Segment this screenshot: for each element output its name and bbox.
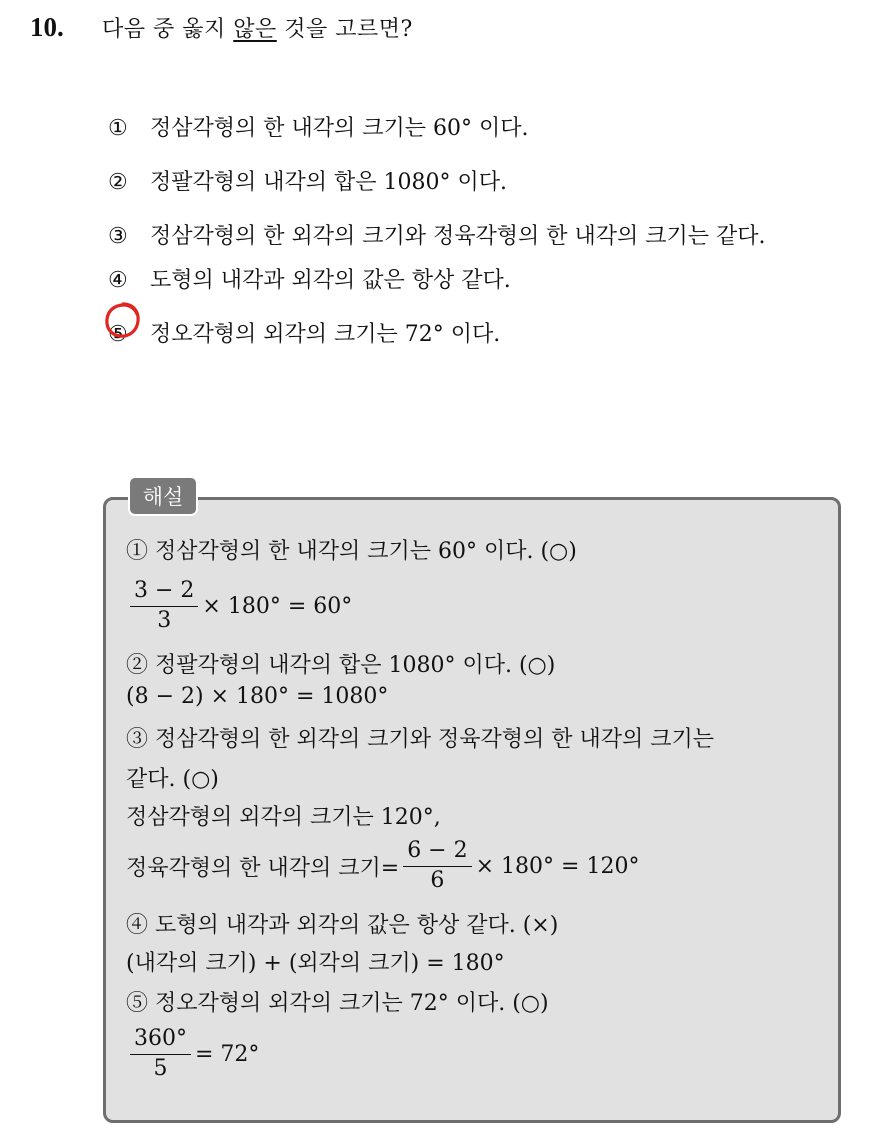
answer-circle-mark-icon [102, 300, 142, 340]
calc-rest: = 72° [195, 1042, 260, 1067]
option-number: ⑤ [108, 322, 128, 347]
option-5[interactable] [108, 316, 828, 354]
solution-line-3c: 정삼각형의 외각의 크기는 120°, [126, 805, 441, 830]
solution-calc-5 [126, 1026, 259, 1083]
option-number: ① [108, 116, 128, 141]
question-number: 10. [30, 12, 64, 42]
solution-calc-2: (8 − 2) × 180° = 1080° [126, 684, 389, 709]
option-3[interactable] [108, 218, 828, 256]
fraction: $\frac{6 - 2}{6}$ [403, 838, 471, 895]
option-number: ③ [108, 224, 128, 249]
option-2[interactable] [108, 164, 828, 202]
option-text: 정오각형의 외각의 크기는 72° 이다. [150, 322, 501, 347]
calc-rest: × 180° = 120° [475, 854, 640, 879]
stem-part-2: 것을 고르면? [276, 17, 413, 42]
option-number: ④ [108, 268, 128, 293]
option-text: 정팔각형의 내각의 합은 1080° 이다. [150, 170, 507, 195]
option-4[interactable] [108, 262, 828, 300]
solution-line-1: ① 정삼각형의 한 내각의 크기는 60° 이다. (○) [126, 539, 577, 564]
fraction: $\frac{3 - 2}{3}$ [130, 578, 198, 635]
calc-prefix: 정육각형의 한 내각의 크기= [126, 856, 400, 881]
calc-rest: × 180° = 60° [202, 594, 353, 619]
solution-line-4: ④ 도형의 내각과 외각의 값은 항상 같다. (×) [126, 913, 559, 938]
stem-part-1: 다음 중 옳지 [102, 17, 234, 42]
option-text: 정삼각형의 한 내각의 크기는 60° 이다. [150, 116, 529, 141]
stem-underlined: 않은 [233, 17, 277, 42]
solution-calc-3 [126, 838, 639, 895]
question-stem [102, 12, 413, 43]
solution-calc-1 [126, 578, 352, 635]
option-1[interactable] [108, 110, 828, 148]
answer-options [108, 110, 828, 370]
option-text: 정삼각형의 한 외각의 크기와 정육각형의 한 내각의 크기는 같다. [150, 224, 766, 249]
fraction: $\frac{360^\circ}{5}$ [130, 1026, 191, 1083]
question-header [30, 12, 413, 43]
solution-tag: 해설 [128, 476, 198, 516]
solution-line-3a: ③ 정삼각형의 한 외각의 크기와 정육각형의 한 내각의 크기는 [126, 727, 714, 752]
solution-line-2: ② 정팔각형의 내각의 합은 1080° 이다. (○) [126, 653, 556, 678]
solution-line-3b: 같다. (○) [126, 767, 219, 792]
solution-calc-4: (내각의 크기) + (외각의 크기) = 180° [126, 951, 505, 976]
option-number: ② [108, 170, 128, 195]
option-text: 도형의 내각과 외각의 값은 항상 같다. [150, 268, 511, 293]
solution-line-5: ⑤ 정오각형의 외각의 크기는 72° 이다. (○) [126, 991, 549, 1016]
